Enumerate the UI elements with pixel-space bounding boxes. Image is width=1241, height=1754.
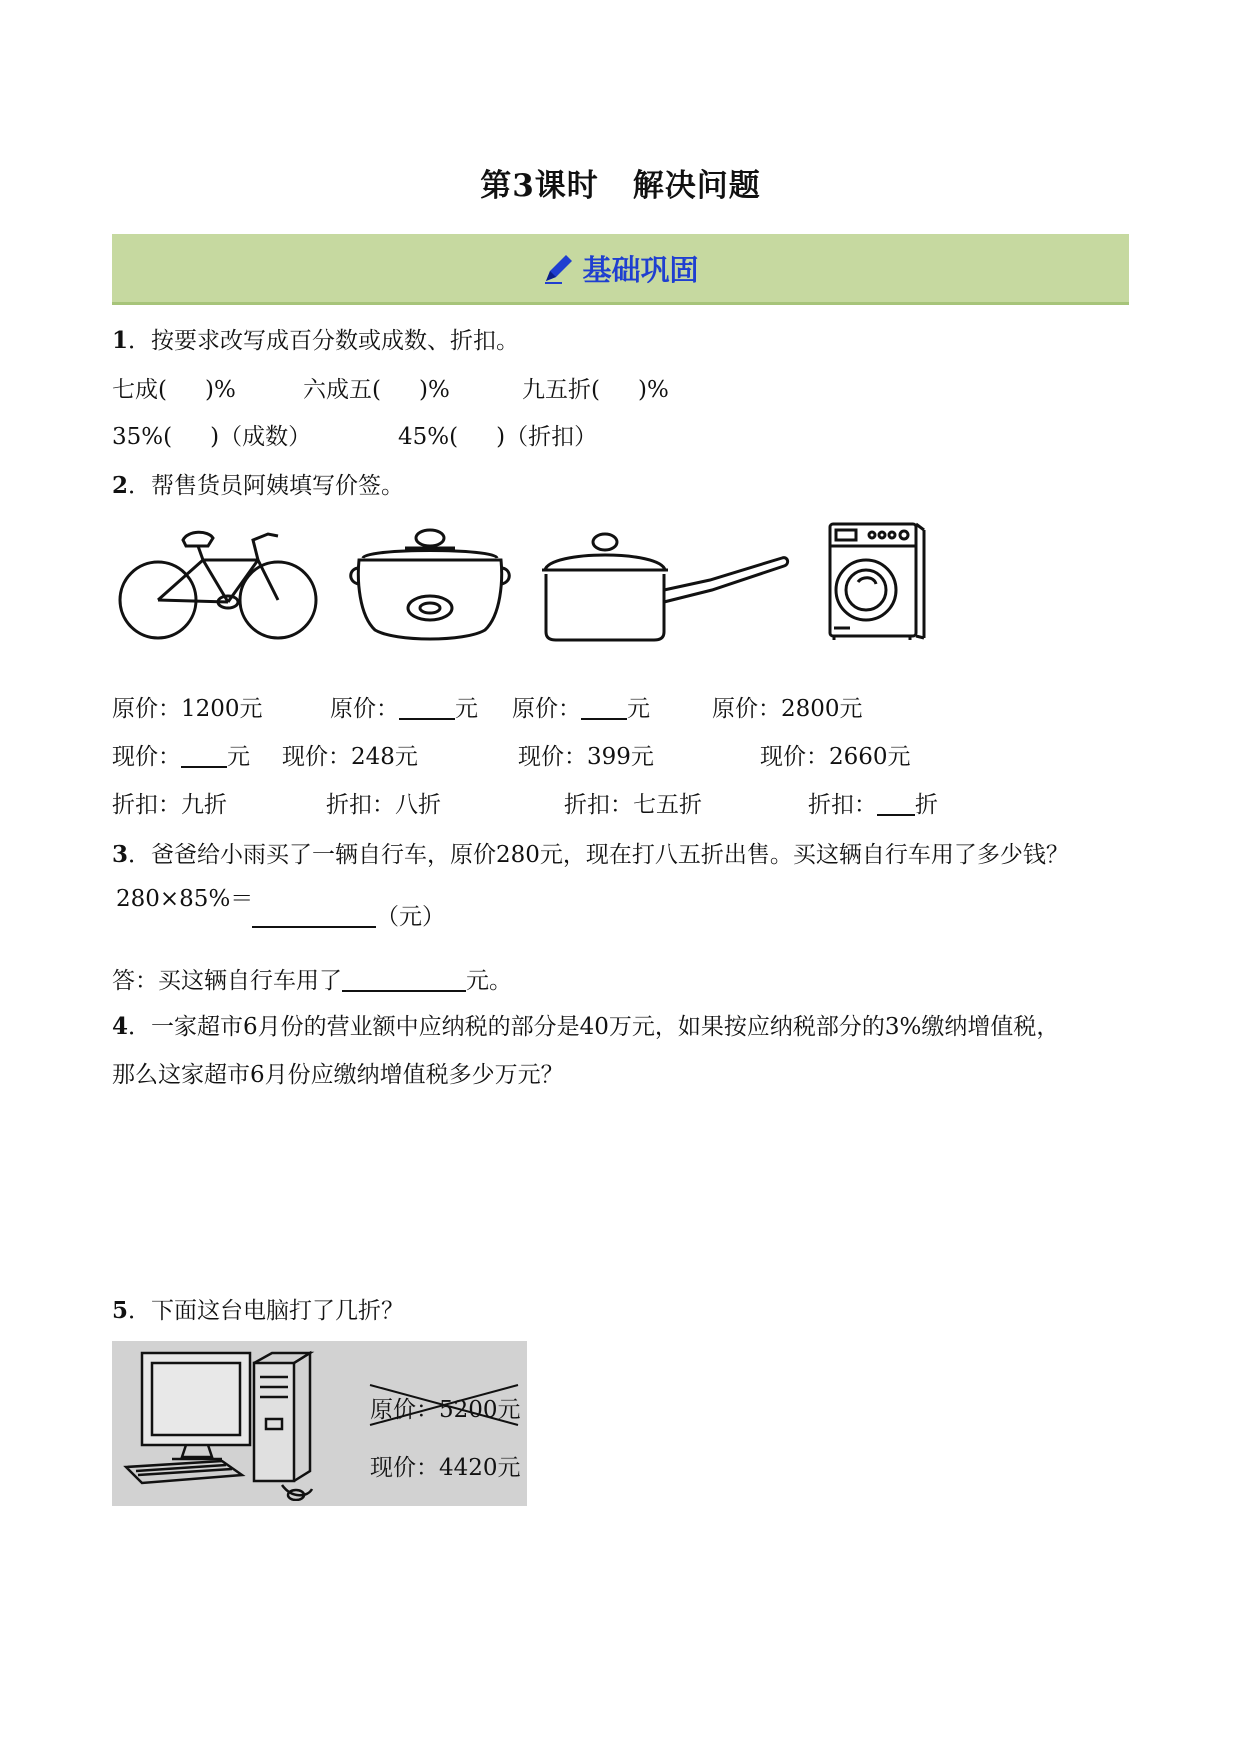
saucepan-discount: 折扣：七五折 <box>564 792 702 818</box>
computer-price-card <box>112 1341 527 1506</box>
question-5: 5．下面这台电脑打了几折？ <box>112 1297 405 1324</box>
lesson-topic: 解决问题 <box>632 168 761 204</box>
q1-item-3: 九五折( )% <box>522 377 669 403</box>
washer-current-price: 现价：2660元 <box>760 744 911 770</box>
pot-original-price: 原价： 元 <box>330 696 478 722</box>
pot-discount: 折扣：八折 <box>326 792 441 818</box>
strike-through-mark <box>368 1377 520 1431</box>
current-price: 现价：4420元 <box>370 1455 521 1481</box>
pot-current-price: 现价：248元 <box>282 744 418 770</box>
section-label: 基础巩固 <box>582 252 699 287</box>
bicycle-original-price: 原价：1200元 <box>112 696 263 722</box>
computer-icon <box>122 1349 362 1501</box>
q3-formula: 280×85%＝ <box>116 886 254 912</box>
bicycle-current-blank[interactable] <box>181 743 227 768</box>
lesson-number: 第3课时 <box>480 168 599 204</box>
saucepan-current-price: 现价：399元 <box>518 744 654 770</box>
washer-discount-blank[interactable] <box>877 791 915 816</box>
q3-answer: 答：买这辆自行车用了 元。 <box>112 968 512 994</box>
page-title <box>0 160 1241 205</box>
q1-item-5: 45%( )（折扣） <box>398 424 598 450</box>
bicycle-current-price: 现价： 元 <box>112 744 250 770</box>
saucepan-original-blank[interactable] <box>581 695 627 720</box>
question-1: 1．按要求改写成百分数或成数、折扣。 <box>112 327 520 354</box>
question-4-line-2: 那么这家超市6月份应缴纳增值税多少万元？ <box>112 1062 564 1088</box>
pencil-icon <box>542 251 576 285</box>
bicycle-icon <box>118 520 318 645</box>
q3-formula-blank[interactable] <box>252 903 376 928</box>
q1-item-4: 35%( )（成数） <box>112 424 312 450</box>
saucepan-icon <box>540 520 790 645</box>
q3-answer-blank[interactable] <box>342 967 466 992</box>
original-price: 原价：5200元 <box>370 1391 521 1424</box>
q3-formula-answer: （元） <box>252 898 445 931</box>
question-4: 4．一家超市6月份的营业额中应纳税的部分是40万元，如果按应纳税部分的3%缴纳增值税， <box>112 1013 1060 1040</box>
washer-original-price: 原价：2800元 <box>712 696 863 722</box>
washing-machine-icon <box>820 520 930 645</box>
q1-item-2: 六成五( )% <box>303 377 450 403</box>
section-banner <box>112 234 1129 305</box>
saucepan-original-price: 原价： 元 <box>512 696 650 722</box>
washer-discount: 折扣： 折 <box>808 792 938 818</box>
question-2: 2．帮售货员阿姨填写价签。 <box>112 472 405 499</box>
question-3: 3．爸爸给小雨买了一辆自行车，原价280元，现在打八五折出售。买这辆自行车用了多少钱？ <box>112 841 1069 868</box>
pot-original-blank[interactable] <box>399 695 455 720</box>
q1-item-1: 七成( )% <box>112 377 236 403</box>
bicycle-discount: 折扣：九折 <box>112 792 227 818</box>
pot-icon <box>345 520 515 645</box>
